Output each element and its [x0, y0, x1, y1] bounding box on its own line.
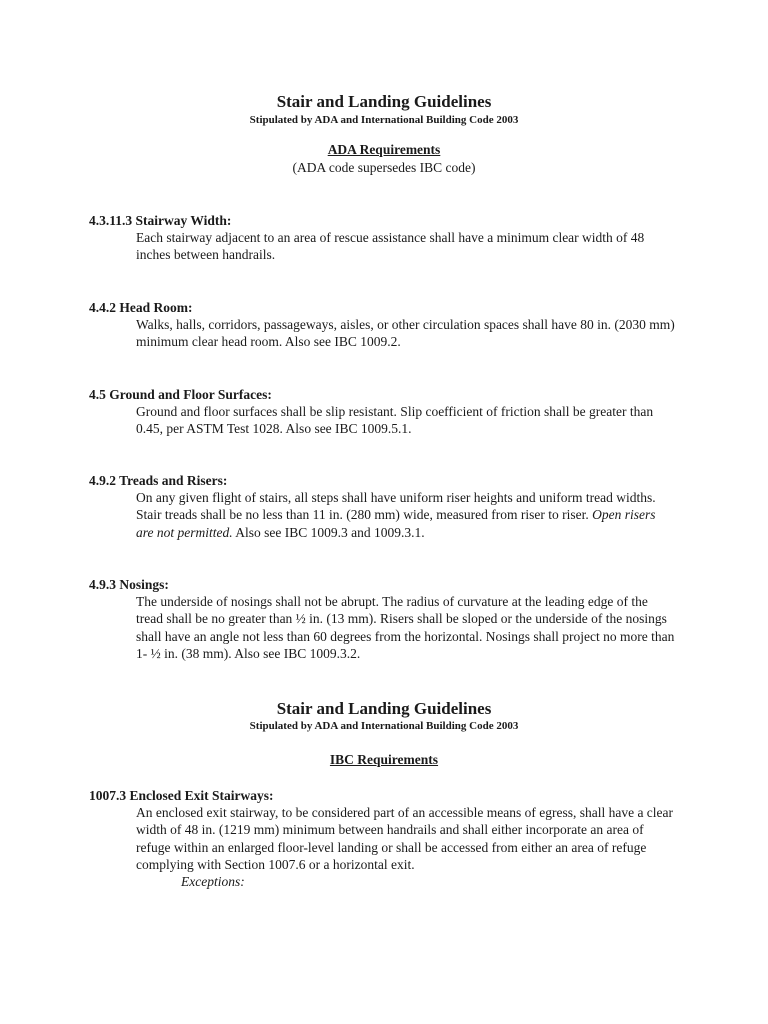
section-body: Walks, halls, corridors, passageways, aisles, or other circulation spaces shall have 80 in. (2030 mm) minimum clear head room. Also see IBC 1009.2.	[136, 317, 675, 350]
section-body: An enclosed exit stairway, to be considered part of an accessible means of egress, shall have a clear width of 48 in. (1219 mm) minimum between handrails and shall either incorporate an area of refuge within an enlarged floor-level landing or shall be accessed from either an area of refuge complying with Section 1007.6 or a horizontal exit.	[136, 805, 674, 872]
page-subtitle: Stipulated by ADA and International Building Code 2003	[249, 114, 519, 126]
ibc-requirements-heading-text: IBC Requirements	[329, 752, 439, 767]
section-heading: 4.4.2 Head Room:	[89, 300, 193, 315]
section-body-text: On any given flight of stairs, all steps shall have uniform riser heights and uniform tread widths. Stair treads shall be no less than 11 in. (280 mm) wide, measured from riser to riser.	[136, 490, 656, 523]
section-body	[136, 489, 676, 541]
section-body-italic-text: Open risers are not permitted.	[136, 507, 656, 540]
page-subtitle-second: Stipulated by ADA and International Building Code 2003	[249, 720, 519, 732]
page-title: Stair and Landing Guidelines	[276, 92, 492, 111]
section-treads-risers	[89, 472, 679, 541]
section-body: The underside of nosings shall not be abrupt. The radius of curvature at the leading edge of the tread shall be no greater than ½ in. (13 mm). Risers shall be sloped or the underside of the nosings shall have an angle not less than 60 degrees from the horizontal. Nosings shall project no more than 1- ½ in. (38 mm). Also see IBC 1009.3.2.	[136, 594, 675, 661]
section-enclosed-exit-stairways	[89, 787, 679, 890]
ada-requirements-heading	[0, 142, 768, 158]
exceptions-label: Exceptions:	[181, 874, 245, 890]
section-body: Each stairway adjacent to an area of rescue assistance shall have a minimum clear width of 48 inches between handrails.	[136, 230, 645, 263]
section-heading: 4.5 Ground and Floor Surfaces:	[89, 387, 272, 402]
section-heading: 1007.3 Enclosed Exit Stairways:	[89, 788, 274, 803]
section-ground-floor-surfaces	[89, 386, 679, 438]
ada-requirements-heading-text: ADA Requirements	[327, 142, 441, 157]
section-heading: 4.9.2 Treads and Risers:	[89, 473, 228, 488]
section-nosings	[89, 576, 679, 662]
section-body: Ground and floor surfaces shall be slip resistant. Slip coefficient of friction shall be greater than 0.45, per ASTM Test 1028. Also see IBC 1009.5.1.	[136, 404, 654, 437]
section-stairway-width	[89, 212, 679, 264]
section-heading: 4.9.3 Nosings:	[89, 577, 169, 592]
section-head-room	[89, 299, 679, 351]
section-body-text-end: Also see IBC 1009.3 and 1009.3.1.	[232, 524, 425, 540]
ibc-requirements-heading	[0, 752, 768, 768]
ada-requirements-note: (ADA code supersedes IBC code)	[292, 160, 476, 175]
section-heading: 4.3.11.3 Stairway Width:	[89, 213, 232, 228]
page-title-second: Stair and Landing Guidelines	[276, 699, 492, 718]
